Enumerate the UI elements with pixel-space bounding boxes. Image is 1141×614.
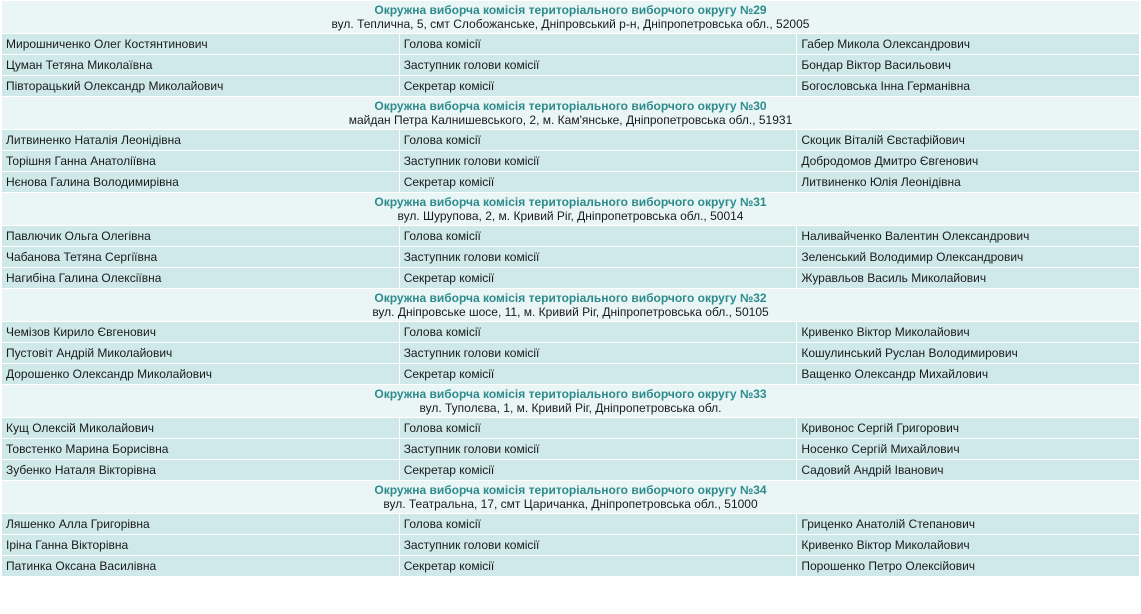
member-nominated-by: Бондар Віктор Васильович [797,55,1139,75]
committee-header-cell [2,289,1139,321]
member-position: Заступник голови комісії [400,151,797,171]
member-row [2,151,1139,171]
committee-header-cell [2,97,1139,129]
member-row [2,460,1139,480]
committee-address: майдан Петра Калнишевського, 2, м. Кам'янське, Дніпропетровська обл., 51931 [348,113,793,127]
member-row [2,556,1139,576]
member-position: Секретар комісії [400,364,797,384]
committee-title: Окружна виборча комісія територіального виборчого округу №32 [374,291,767,305]
member-row [2,439,1139,459]
member-position: Голова комісії [400,34,797,54]
member-position: Секретар комісії [400,268,797,288]
committee-address: вул. Дніпровське шосе, 11, м. Кривий Ріг, Дніпропетровська обл., 50105 [372,305,769,319]
member-name: Нагибіна Галина Олексіївна [2,268,399,288]
committee-title: Окружна виборча комісія територіального виборчого округу №33 [374,387,767,401]
member-position: Голова комісії [400,418,797,438]
member-row [2,343,1139,363]
member-position: Секретар комісії [400,460,797,480]
member-name: Нєнова Галина Володимирівна [2,172,399,192]
member-position: Голова комісії [400,130,797,150]
committee-header-row [2,97,1139,129]
member-row [2,535,1139,555]
member-nominated-by: Скоцик Віталій Євстафійович [797,130,1139,150]
committee-header-cell [2,1,1139,33]
member-nominated-by: Кривенко Віктор Миколайович [797,322,1139,342]
member-position: Секретар комісії [400,556,797,576]
member-position: Заступник голови комісії [400,535,797,555]
member-name: Торішня Ганна Анатоліївна [2,151,399,171]
member-name: Патинка Оксана Василівна [2,556,399,576]
member-name: Товстенко Марина Борисівна [2,439,399,459]
committee-header-row [2,1,1139,33]
committees-table-body [2,1,1139,576]
committees-table [1,0,1140,577]
member-row [2,268,1139,288]
member-row [2,364,1139,384]
member-name: Дорошенко Олександр Миколайович [2,364,399,384]
committee-title: Окружна виборча комісія територіального виборчого округу №34 [374,483,767,497]
member-position: Секретар комісії [400,172,797,192]
committee-address: вул. Шурупова, 2, м. Кривий Ріг, Дніпропетровська обл., 50014 [397,209,744,223]
committee-address: вул. Туполєва, 1, м. Кривий Ріг, Дніпропетровська обл. [419,401,722,415]
committee-header-row [2,289,1139,321]
member-nominated-by: Гриценко Анатолій Степанович [797,514,1139,534]
member-row [2,172,1139,192]
committee-header-row [2,481,1139,513]
committee-header-row [2,385,1139,417]
member-name: Литвиненко Наталія Леонідівна [2,130,399,150]
member-row [2,76,1139,96]
member-nominated-by: Добродомов Дмитро Євгенович [797,151,1139,171]
member-name: Іріна Ганна Вікторівна [2,535,399,555]
committees-list [1,0,1140,577]
member-row [2,247,1139,267]
member-row [2,514,1139,534]
member-name: Півторацький Олександр Миколайович [2,76,399,96]
member-row [2,418,1139,438]
member-nominated-by: Садовий Андрій Іванович [797,460,1139,480]
member-name: Мирошниченко Олег Костянтинович [2,34,399,54]
member-position: Заступник голови комісії [400,247,797,267]
member-name: Чабанова Тетяна Сергіївна [2,247,399,267]
member-name: Ляшенко Алла Григорівна [2,514,399,534]
committee-header-cell [2,481,1139,513]
member-position: Заступник голови комісії [400,55,797,75]
member-row [2,226,1139,246]
member-row [2,55,1139,75]
committee-title: Окружна виборча комісія територіального виборчого округу №30 [374,99,767,113]
member-position: Заступник голови комісії [400,343,797,363]
member-nominated-by: Литвиненко Юлія Леонідівна [797,172,1139,192]
member-nominated-by: Богословська Інна Германівна [797,76,1139,96]
member-nominated-by: Носенко Сергій Михайлович [797,439,1139,459]
member-nominated-by: Порошенко Петро Олексійович [797,556,1139,576]
committee-header-cell [2,385,1139,417]
member-name: Кущ Олексій Миколайович [2,418,399,438]
committee-address: вул. Теплична, 5, смт Слобожанське, Дніпровський р-н, Дніпропетровська обл., 52005 [331,17,810,31]
member-nominated-by: Кривенко Віктор Миколайович [797,535,1139,555]
member-position: Заступник голови комісії [400,439,797,459]
committee-header-cell [2,193,1139,225]
member-position: Голова комісії [400,514,797,534]
member-nominated-by: Зеленський Володимир Олександрович [797,247,1139,267]
member-row [2,34,1139,54]
committee-address: вул. Театральна, 17, смт Царичанка, Дніпропетровська обл., 51000 [383,497,758,511]
committee-header-row [2,193,1139,225]
member-nominated-by: Наливайченко Валентин Олександрович [797,226,1139,246]
committee-title: Окружна виборча комісія територіального виборчого округу №31 [374,195,767,209]
member-row [2,322,1139,342]
member-position: Голова комісії [400,226,797,246]
member-name: Цуман Тетяна Миколаївна [2,55,399,75]
member-nominated-by: Кривонос Сергій Григорович [797,418,1139,438]
member-name: Павлючик Ольга Олегівна [2,226,399,246]
committee-title: Окружна виборча комісія територіального виборчого округу №29 [374,3,767,17]
member-name: Пустовіт Андрій Миколайович [2,343,399,363]
member-position: Голова комісії [400,322,797,342]
member-nominated-by: Ващенко Олександр Михайлович [797,364,1139,384]
member-row [2,130,1139,150]
member-position: Секретар комісії [400,76,797,96]
member-nominated-by: Журавльов Василь Миколайович [797,268,1139,288]
member-nominated-by: Габер Микола Олександрович [797,34,1139,54]
member-name: Чемізов Кирило Євгенович [2,322,399,342]
member-name: Зубенко Наталя Вікторівна [2,460,399,480]
member-nominated-by: Кошулинський Руслан Володимирович [797,343,1139,363]
